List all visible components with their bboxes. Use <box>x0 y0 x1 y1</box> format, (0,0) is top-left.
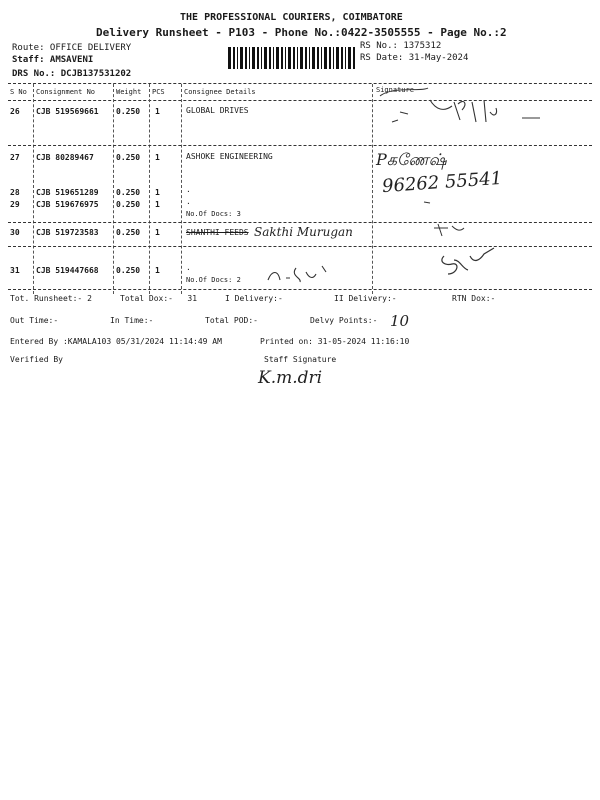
barcode-bar <box>228 47 231 69</box>
row-sno: 29 <box>10 200 20 209</box>
rs-date: RS Date: 31-May-2024 <box>360 53 469 63</box>
docs-count: No.Of Docs: 3 <box>186 210 241 218</box>
row-sno: 27 <box>10 153 20 162</box>
barcode-bar <box>305 47 307 69</box>
barcode-bar <box>312 47 315 69</box>
table-bottom-rule <box>8 289 592 290</box>
barcode-bar <box>300 47 303 69</box>
barcode-bar <box>324 47 327 69</box>
handwritten-points: 10 <box>390 312 410 330</box>
signature-scribble <box>262 258 352 288</box>
col-divider <box>113 84 114 294</box>
barcode-bar <box>297 47 298 69</box>
barcode-bar <box>345 47 346 69</box>
signature-scribble <box>430 222 550 282</box>
barcode-image <box>228 47 356 69</box>
row-consignment: CJB 519569661 <box>36 107 99 116</box>
handwritten-name: Pகணேஷ் <box>376 150 447 169</box>
row-sno: 30 <box>10 228 20 237</box>
barcode-bar <box>329 47 331 69</box>
company-title: THE PROFESSIONAL COURIERS, COIMBATORE <box>180 12 403 23</box>
docs-count: No.Of Docs: 2 <box>186 276 241 284</box>
col-header-pcs: PCS <box>152 88 165 96</box>
barcode-bar <box>237 47 238 69</box>
barcode-bar <box>249 47 250 69</box>
barcode-bar <box>245 47 247 69</box>
signature-scribble <box>372 82 572 142</box>
row-weight: 0.250 <box>116 153 141 162</box>
barcode-bar <box>264 47 267 69</box>
staff-signature-label: Staff Signature <box>264 355 337 364</box>
col-header-sno: S No <box>10 88 27 96</box>
row-consignment: CJB 519676975 <box>36 200 99 209</box>
row-weight: 0.250 <box>116 188 141 197</box>
row-weight: 0.250 <box>116 266 141 275</box>
barcode-bar <box>353 47 355 69</box>
barcode-bar <box>281 47 283 69</box>
in-time: In Time:- <box>110 316 154 325</box>
i-delivery: I Delivery:- <box>225 294 283 303</box>
row-consignee: . <box>186 197 191 206</box>
barcode-bar <box>333 47 334 69</box>
col-header-consignment: Consignment No <box>36 88 96 96</box>
barcode-bar <box>288 47 291 69</box>
staff-label: Staff: AMSAVENI <box>12 55 94 65</box>
barcode-bar <box>261 47 262 69</box>
verified-by-label: Verified By <box>10 355 63 364</box>
col-header-weight: Weight <box>116 88 142 96</box>
row-weight: 0.250 <box>116 200 141 209</box>
barcode-bar <box>269 47 271 69</box>
row-pcs: 1 <box>155 228 160 237</box>
col-header-consignee: Consignee Details <box>184 88 256 96</box>
row-pcs: 1 <box>155 153 160 162</box>
row-rule <box>8 145 592 146</box>
row-consignee: GLOBAL DRIVES <box>186 106 249 115</box>
entered-by: Entered By :KAMALA103 05/31/2024 11:14:49 AM <box>10 337 222 346</box>
barcode-bar <box>293 47 295 69</box>
row-consignment: CJB 519447668 <box>36 266 99 275</box>
row-pcs: 1 <box>155 188 160 197</box>
col-header-signature: Signature <box>376 86 414 94</box>
barcode-bar <box>336 47 339 69</box>
barcode-bar <box>233 47 235 69</box>
col-divider <box>181 84 182 294</box>
row-consignee: SHANTHI FEEDS <box>186 228 249 237</box>
barcode-bar <box>285 47 286 69</box>
row-consignee: . <box>186 263 191 272</box>
barcode-bar <box>240 47 243 69</box>
ii-delivery: II Delivery:- <box>334 294 397 303</box>
route-label: Route: OFFICE DELIVERY <box>12 43 132 53</box>
barcode-bar <box>317 47 319 69</box>
col-divider <box>33 84 34 294</box>
out-time: Out Time:- <box>10 316 59 325</box>
row-pcs: 1 <box>155 266 160 275</box>
row-consignment: CJB 80289467 <box>36 153 94 162</box>
handwritten-staff-signature: K.m.dri <box>258 368 323 388</box>
row-sno: 31 <box>10 266 20 275</box>
barcode-bar <box>321 47 322 69</box>
row-consignment: CJB 519723583 <box>36 228 99 237</box>
drs-number: DRS No.: DCJB137531202 <box>12 69 132 79</box>
barcode-bar <box>257 47 259 69</box>
barcode-bar <box>348 47 351 69</box>
printed-on: Printed on: 31-05-2024 11:16:10 <box>260 337 410 346</box>
barcode-bar <box>273 47 274 69</box>
row-weight: 0.250 <box>116 228 141 237</box>
barcode-bar <box>276 47 279 69</box>
row-weight: 0.250 <box>116 107 141 116</box>
handwritten-note: Sakthi Murugan <box>254 225 353 239</box>
col-divider <box>149 84 150 294</box>
handwritten-phone: 96262 55541 <box>381 167 503 198</box>
barcode-bar <box>309 47 310 69</box>
total-dox: Total Dox:- 31 <box>120 294 198 303</box>
runsheet-title: Delivery Runsheet - P103 - Phone No.:0422-3505555 - Page No.:2 <box>96 26 507 39</box>
row-consignee: ASHOKE ENGINEERING <box>186 152 273 161</box>
row-consignee: . <box>186 185 191 194</box>
row-sno: 26 <box>10 107 20 116</box>
rs-number: RS No.: 1375312 <box>360 41 442 51</box>
total-pod: Total POD:- <box>205 316 258 325</box>
row-consignment: CJB 519651289 <box>36 188 99 197</box>
row-pcs: 1 <box>155 107 160 116</box>
row-pcs: 1 <box>155 200 160 209</box>
delvy-points: Delvy Points:- <box>310 316 378 325</box>
row-sno: 28 <box>10 188 20 197</box>
barcode-bar <box>252 47 255 69</box>
total-runsheet: Tot. Runsheet:- 2 <box>10 294 92 303</box>
barcode-bar <box>341 47 343 69</box>
rtn-dox: RTN Dox:- <box>452 294 496 303</box>
